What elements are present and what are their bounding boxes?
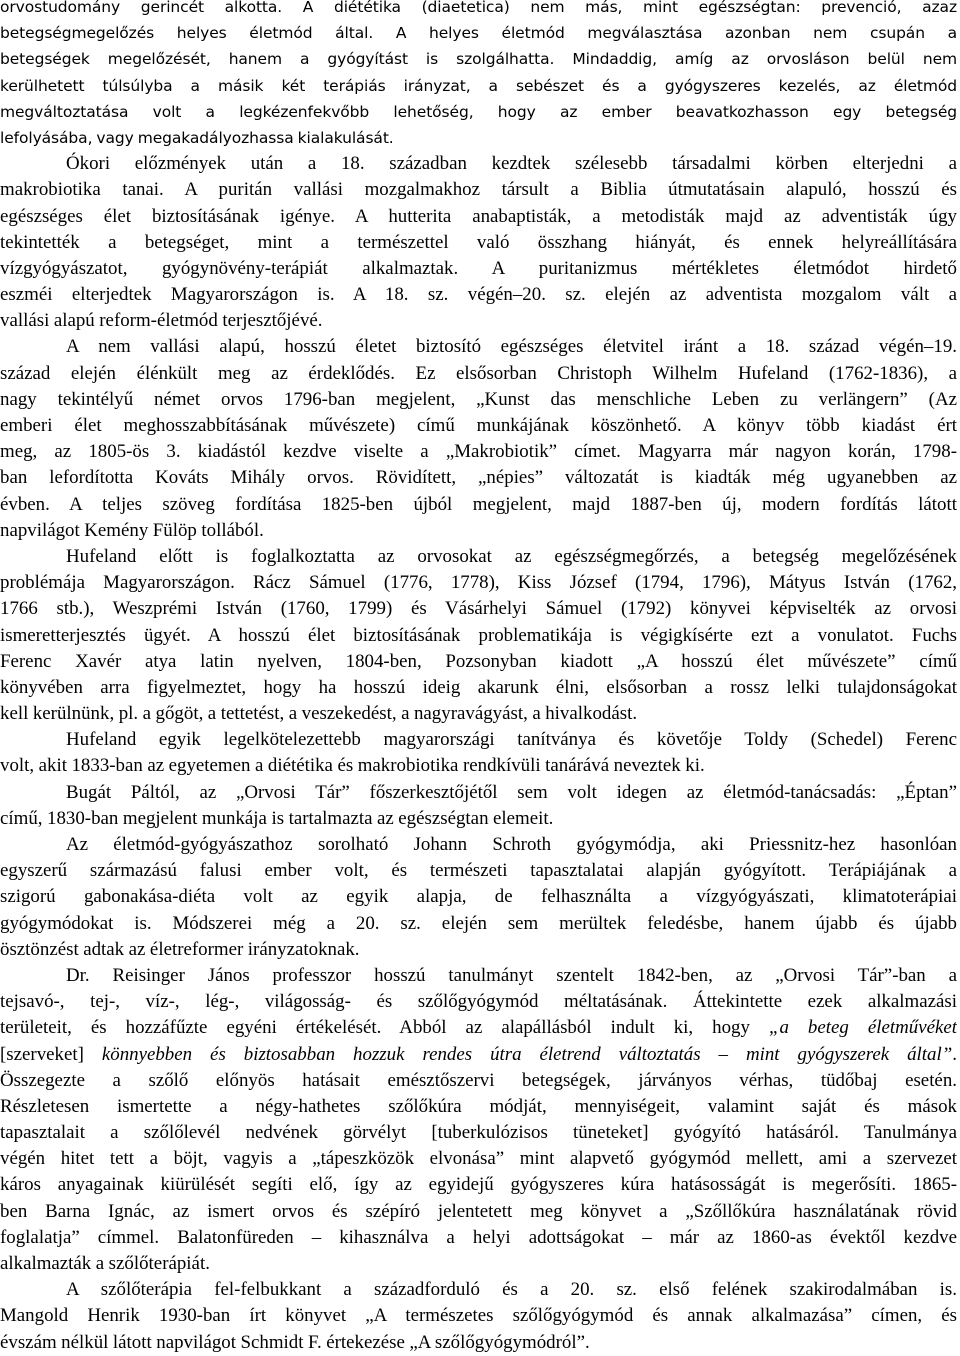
text-line: Mangold Henrik 1930-ban írt könyvet „A természetes szőlőgyógymód és annak alkalmazása” címen, és — [0, 1305, 957, 1327]
text-line: Részletesen ismertette a négy-hathetes szőlőkúra módját, mennyiségeit, valamint saját és mások — [0, 1095, 957, 1117]
text-line: ismeretterjesztés ügyét. A hosszú élet biztosításának problematikája is végigkísérte ezt a vonulatot. Fuchs — [0, 624, 957, 646]
text-line: eszméi elterjedtek Magyarországon is. A 18. sz. végén–20. sz. elején az adventista mozgalom vált a — [0, 284, 957, 306]
text-line: végén hitet tett a böjt, vagyis a „tápeszközök elvonása” mint alapvető gyógymód mellett, ami a szervezet — [0, 1148, 957, 1170]
text-line: egyszerű származású falusi ember volt, és természeti tapasztalatai alapján gyógyított. Terápiájának a — [0, 860, 957, 882]
text-line: orvostudomány gerincét alkotta. A diététika (diaetetica) nem más, mint egészségtan: prevenció, azaz — [0, 0, 957, 16]
text-line: szigorú gabonakása-diéta volt az egyik alapja, de felhasználta a vízgyógyászati, klimatoterápiai — [0, 886, 957, 908]
text-line: A nem vallási alapú, hosszú életet biztosító egészséges életvitel iránt a 18. század végén–19. — [66, 336, 957, 358]
text-line: foglalatja” címmel. Balatonfüreden – kihasználva a helyi adottságokat – már az 1860-as évektől kezdve — [0, 1226, 957, 1248]
text-line: emberi élet meghosszabbításának művészete) című munkájának köszönhető. A könyv több kiadást ért — [0, 415, 957, 436]
text-line: tekintették a betegséget, mint a természettel való összhang hiányát, és ennek helyreállítására — [0, 231, 957, 253]
italic-quote: „a beteg életművéket — [768, 1017, 957, 1039]
text-line: Hufeland egyik legelkötelezettebb magyarországi tanítványa és követője Toldy (Schedel) Ferenc — [66, 729, 957, 751]
text-line: tapasztalait a szőlőlevél nedvének görvélyt [tuberkulózisos tüneteket] gyógyító hatásáról. Tanulmánya — [0, 1122, 957, 1144]
text-line: meg, az 1805-ös 3. kiadástól kezdve viselte a „Makrobiotik” címet. Magyarra már nagyon korán, 1798- — [0, 441, 957, 463]
text-line: vízgyógyászatot, gyógynövény-terápiát alkalmaztak. A puritanizmus mértékletes életmódot hirdető — [0, 257, 957, 279]
text-line: területeit, és hozzáfűzte egyéni értékelését. Abból az alapállásból indult ki, hogy „a beteg életművéket — [0, 1017, 957, 1039]
text-line: ben Barna Ignác, az ismert orvos és szépíró jelentetett meg könyvet a „Szőllőkúra használatának rövid — [0, 1200, 957, 1222]
text-line: kell kerülnünk, pl. a gőgöt, a tettetést, a veszekedést, a nagyravágyást, a hivalkodást. — [0, 703, 638, 725]
text-line: Dr. Reisinger János professzor hosszú tanulmányt szentelt 1842-ben, az „Orvosi Tár”-ban a — [66, 964, 957, 986]
text-line: káros anyagainak kiürülését segíti elő, így az egyidejű gyógyszeres kúra hatásosságát is megerősíti. 1865- — [0, 1174, 957, 1196]
text-line: alkalmazták a szőlőterápiát. — [0, 1253, 210, 1274]
text-line: 1766 stb.), Weszprémi István (1760, 1799) és Vásárhelyi Sámuel (1792) könyvei képviselték az orvosi — [0, 598, 957, 620]
text-line: problémája Magyarországon. Rácz Sámuel (1776, 1778), Kiss József (1794, 1796), Mátyus István (1762, — [0, 572, 957, 594]
text-line: Hufeland előtt is foglalkoztatta az orvosokat az egészségmegőrzés, a betegség megelőzésének — [66, 545, 957, 567]
text-line: Ferenc Xavér atya latin nyelven, 1804-ben, Pozsonyban kiadott „A hosszú élet művészete” című — [0, 650, 957, 672]
text-line: ösztönzést adtak az életreformer irányzatoknak. — [0, 938, 360, 960]
text-line: Bugát Páltól, az „Orvosi Tár” főszerkesztőjétől sem volt idegen az életmód-tanácsadás: „Éptan” — [66, 781, 957, 803]
text-line: gyógymódokat is. Módszerei még a 20. sz. elején sem merültek feledésbe, hanem újabb és újabb — [0, 912, 957, 934]
text-line: napvilágot Kemény Fülöp tollából. — [0, 519, 264, 541]
text-line: könyvében arra figyelmeztet, hogy ha hosszú ideig akarunk élni, elsősorban a rossz lelki tulajdonságokat — [0, 676, 957, 698]
text-line: betegségmegelőzés helyes életmód által. A helyes életmód megválasztása azonban nem csupán a — [0, 24, 957, 43]
text-line: Az életmód-gyógyászathoz sorolható Johann Schroth gyógymódja, aki Priessnitz-hez hasonlóan — [66, 834, 957, 855]
text-line: ban lefordította Kováts Mihály orvos. Rövidített, „népies” változatát is kiadták még ugyanebben az — [0, 467, 957, 489]
text-line: A szőlőterápia fel-felbukkant a századforduló és a 20. sz. első felének szakirodalmában is. — [66, 1279, 957, 1301]
text-line: vallási alapú reform-életmód terjesztőjévé. — [0, 310, 323, 332]
text-line: tejsavó-, tej-, víz-, lég-, világosság- és szőlőgyógymód méltatásának. Áttekintette ezek alkalmazási — [0, 991, 957, 1013]
text-line: betegségek megelőzését, hanem a gyógyítást is szolgálhatta. Mindaddig, amíg az orvosláson belül nem — [0, 50, 957, 69]
text-line: Összegezte a szőlő előnyös hatásait emésztőszervi betegségek, járványos vérhas, tüdőbaj esetén. — [0, 1069, 957, 1091]
text-line: lefolyásába, vagy megakadályozhassa kialakulását. — [0, 128, 394, 147]
text-line: volt, akit 1833-ban az egyetemen a diététika és makrobiotika rendkívüli tanárává neveztek ki. — [0, 755, 705, 777]
text-line: század elején élénkült meg az érdeklődés. Ez elsősorban Christoph Wilhelm Hufeland (1762-1836), a — [0, 362, 957, 384]
text-line: [szerveket] könnyebben és biztosabban hozzuk rendes útra életrend változtatás – mint gyógyszerek által”. — [0, 1043, 957, 1065]
text-line: makrobiotika tanai. A puritán vallási mozgalmakhoz társult a Biblia útmutatásain alapuló, hosszú és — [0, 179, 957, 201]
text-line: megváltoztatása volt a legkézenfekvőbb lehetőség, hogy az ember beavatkozhasson egy betegség — [0, 102, 957, 121]
text-line: nagy tekintélyű német orvos 1796-ban megjelent, „Kunst das menschliche Leben zu verlängern” (Az — [0, 388, 957, 410]
text-line: évben. A teljes szöveg fordítása 1825-ben újból megjelent, majd 1887-ben új, modern fordítás látott — [0, 493, 957, 515]
text-line: egészséges élet biztosításának igénye. A hutterita anabaptisták, a metodisták majd az adventisták úgy — [0, 205, 957, 227]
text-line: kerülhetett túlsúlyba a másik két terápiás irányzat, a sebészet és a gyógyszeres kezelés, az életmód — [0, 76, 957, 95]
text-line: évszám nélkül látott napvilágot Schmidt F. értekezése „A szőlőgyógymódról”. — [0, 1331, 590, 1353]
italic-quote: könnyebben és biztosabban hozzuk rendes útra életrend változtatás – mint gyógyszerek által” — [101, 1043, 953, 1065]
text-line: Ókori előzmények után a 18. században kezdtek szélesebb társadalmi körben elterjedni a — [66, 153, 957, 175]
text-line: című, 1830-ban megjelent munkája is tartalmazta az egészségtan elemeit. — [0, 807, 554, 829]
